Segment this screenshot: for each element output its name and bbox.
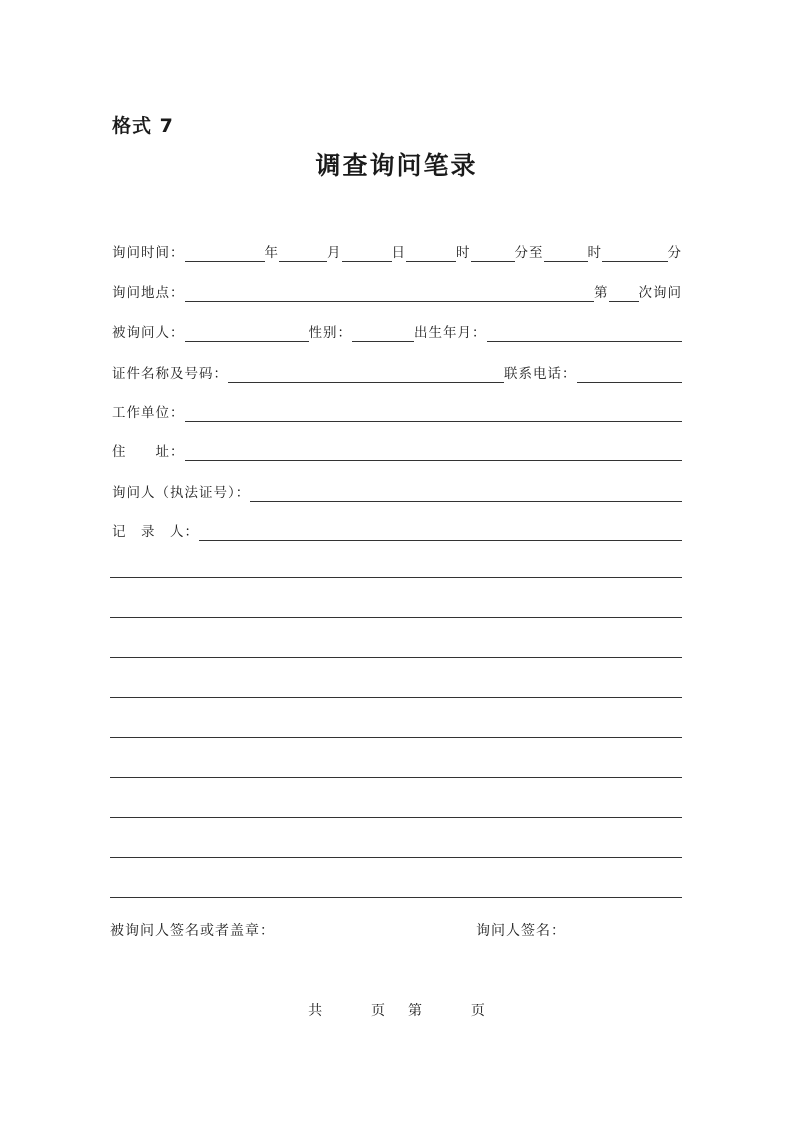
footer-nth: 第	[407, 1003, 422, 1019]
inquirer-label: 询问人（执法证号）：	[112, 485, 251, 501]
ruled-line[interactable]	[110, 817, 682, 818]
ruled-line[interactable]	[110, 857, 682, 858]
gender-label: 性别：	[308, 325, 352, 341]
minute2-unit: 分	[667, 245, 682, 261]
phone-label: 联系电话：	[504, 366, 577, 382]
day-field[interactable]	[342, 243, 392, 262]
place-label: 询问地点：	[112, 285, 185, 301]
work-row	[112, 398, 682, 422]
page-footer	[0, 1000, 793, 1020]
id-field[interactable]	[228, 364, 504, 383]
times-field[interactable]	[609, 283, 639, 302]
minute-field[interactable]	[471, 243, 515, 262]
place-row	[112, 278, 682, 302]
person-field[interactable]	[185, 323, 309, 342]
ruled-line[interactable]	[110, 577, 682, 578]
ruled-line[interactable]	[110, 657, 682, 658]
hour2-field[interactable]	[544, 243, 588, 262]
page-title: 调查询问笔录	[315, 151, 478, 180]
times-label: 次询问	[638, 285, 682, 301]
month-field[interactable]	[279, 243, 327, 262]
phone-field[interactable]	[577, 364, 683, 383]
ruled-line[interactable]	[110, 777, 682, 778]
footer-page2: 页	[470, 1003, 485, 1019]
format-label: 格式 7	[112, 115, 174, 137]
hour2-unit: 时	[587, 245, 602, 261]
place-field[interactable]	[185, 283, 595, 302]
minute2-field[interactable]	[602, 243, 668, 262]
hour-field[interactable]	[406, 243, 456, 262]
time-row	[112, 238, 682, 262]
recorder-row	[112, 517, 682, 541]
recorder-field[interactable]	[199, 522, 682, 541]
month-unit: 月	[327, 245, 342, 261]
inquirer-row	[112, 478, 682, 502]
address-label: 住 址：	[112, 444, 185, 460]
ruled-line[interactable]	[110, 697, 682, 698]
minute-to-unit: 分至	[514, 245, 544, 261]
footer-page1: 页	[371, 1003, 386, 1019]
gender-field[interactable]	[352, 323, 414, 342]
day-unit: 日	[391, 245, 406, 261]
work-label: 工作单位：	[112, 405, 185, 421]
year-unit: 年	[264, 245, 279, 261]
ruled-line[interactable]	[110, 617, 682, 618]
ruled-line[interactable]	[110, 897, 682, 898]
person-row	[112, 318, 682, 342]
id-label: 证件名称及号码：	[112, 366, 228, 382]
address-row	[112, 437, 682, 461]
nth-label: 第	[594, 285, 609, 301]
id-row	[112, 359, 682, 383]
footer-total: 共	[308, 1003, 323, 1019]
inquirer-signature-label: 询问人签名：	[476, 923, 566, 939]
ruled-line[interactable]	[110, 737, 682, 738]
recorder-label: 记 录 人：	[112, 524, 199, 540]
address-field[interactable]	[185, 442, 683, 461]
birth-field[interactable]	[487, 323, 683, 342]
inquirer-field[interactable]	[250, 483, 682, 502]
person-label: 被询问人：	[112, 325, 185, 341]
year-field[interactable]	[185, 243, 265, 262]
birth-label: 出生年月：	[414, 325, 487, 341]
work-field[interactable]	[185, 403, 683, 422]
time-label: 询问时间：	[112, 245, 185, 261]
interviewee-signature-label: 被询问人签名或者盖章：	[110, 923, 275, 939]
hour-unit: 时	[456, 245, 471, 261]
